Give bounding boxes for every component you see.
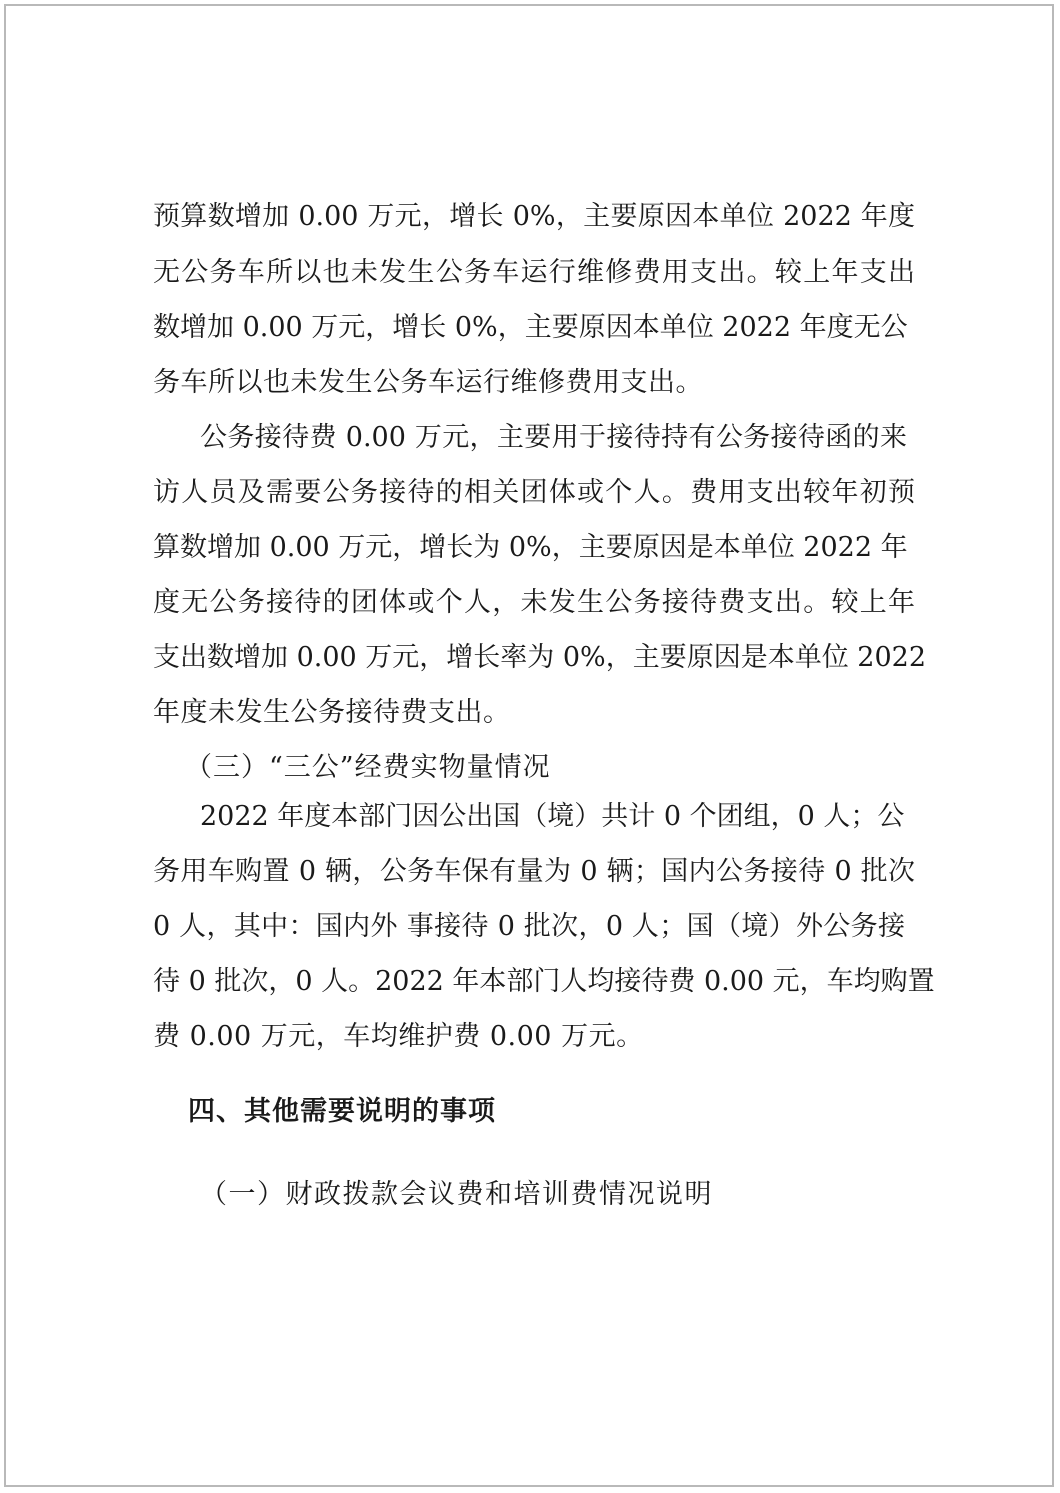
paragraph-line: 度无公务接待的团体或个人，未发生公务接待费支出。较上年: [153, 587, 915, 618]
section-heading: 四、其他需要说明的事项: [188, 1096, 496, 1127]
paragraph-line: 年度未发生公务接待费支出。: [153, 697, 511, 728]
paragraph-line: 务用车购置 0 辆，公务车保有量为 0 辆；国内公务接待 0 批次: [153, 856, 915, 887]
paragraph-line: 数增加 0.00 万元，增长 0%，主要原因本单位 2022 年度无公: [153, 312, 908, 343]
paragraph-line: 无公务车所以也未发生公务车运行维修费用支出。较上年支出: [153, 257, 915, 288]
paragraph-line: 2022 年度本部门因公出国（境）共计 0 个团组，0 人；公: [200, 801, 905, 832]
paragraph-line: 算数增加 0.00 万元，增长为 0%，主要原因是本单位 2022 年: [153, 532, 908, 563]
paragraph-line: 支出数增加 0.00 万元，增长率为 0%，主要原因是本单位 2022: [153, 642, 926, 673]
paragraph-line: 费 0.00 万元，车均维护费 0.00 万元。: [153, 1021, 644, 1052]
section-subheading: （一）财政拨款会议费和培训费情况说明: [200, 1179, 713, 1210]
paragraph-line: 0 人，其中：国内外 事接待 0 批次，0 人；国（境）外公务接: [153, 911, 905, 942]
paragraph-line: 公务接待费 0.00 万元，主要用于接待持有公务接待函的来: [200, 422, 907, 453]
paragraph-line: 务车所以也未发生公务车运行维修费用支出。: [153, 367, 703, 398]
paragraph-line: 待 0 批次，0 人。2022 年本部门人均接待费 0.00 元，车均购置: [153, 966, 935, 997]
paragraph-line: 预算数增加 0.00 万元，增长 0%，主要原因本单位 2022 年度: [153, 201, 915, 232]
paragraph-line: 访人员及需要公务接待的相关团体或个人。费用支出较年初预: [153, 477, 915, 508]
section-subheading: （三）“三公”经费实物量情况: [185, 752, 551, 783]
